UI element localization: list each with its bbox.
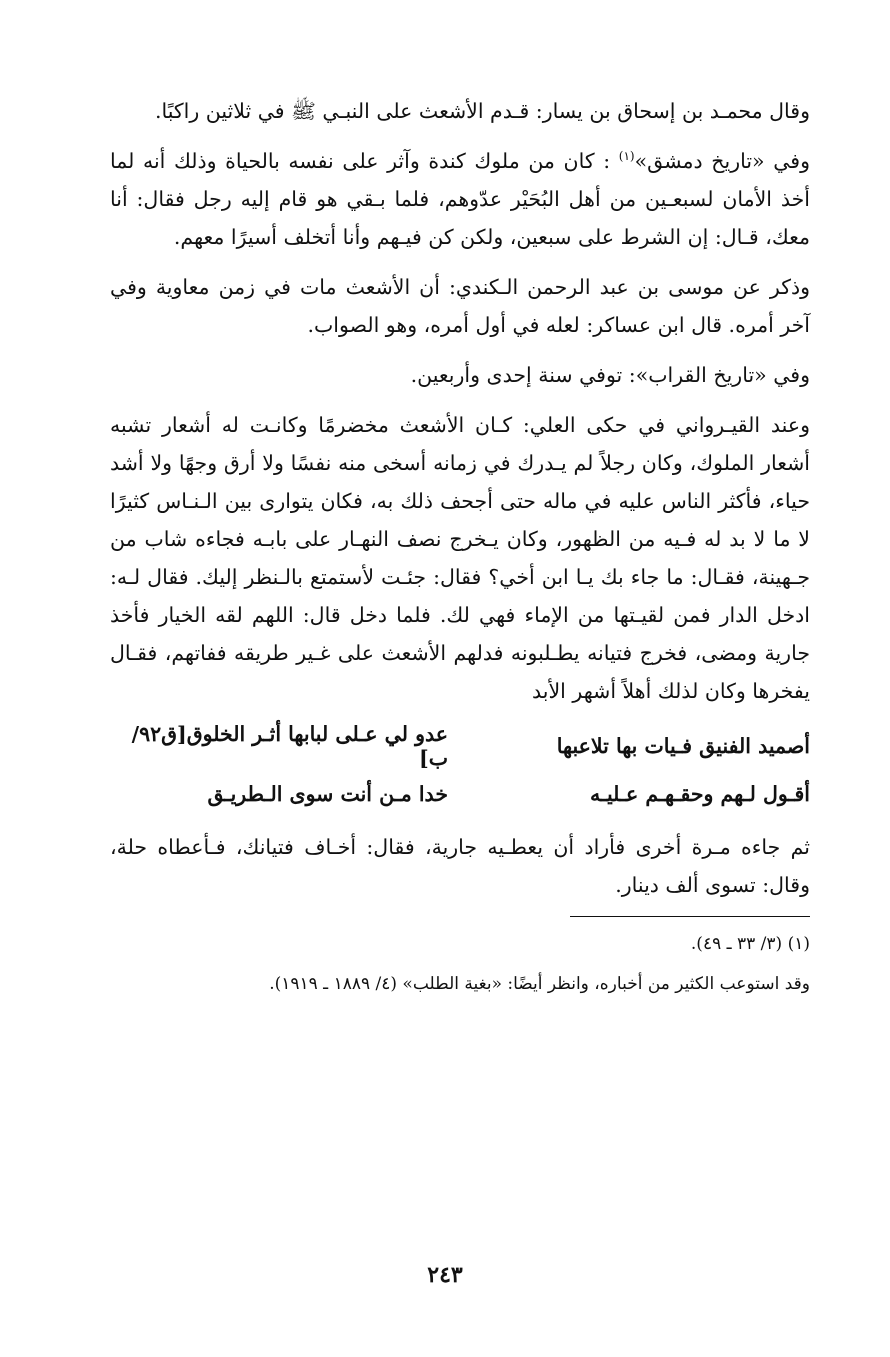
footnote-2: وقد استوعب الكثير من أخباره، وانظر أيضًا: «بغية الطلب» (٤/ ١٨٨٩ ـ ١٩١٩).	[269, 974, 810, 994]
paragraph-1: وقال محمـد بن إسحاق بن يسار: قـدم الأشعث على النبـي ﷺ في ثلاثين راكبًا.	[154, 99, 810, 123]
poem-verse-2	[110, 770, 810, 818]
paragraph-3: وذكر عن موسى بن عبد الرحمن الـكندي: أن الأشعث مات في زمن معاوية وفي آخر أمره. قال ابن عساكر: لعله في أول أمره، وهو الصواب.	[110, 275, 810, 337]
poem	[110, 722, 810, 818]
paragraph-2-rest: : كان من ملوك كندة وآثر على نفسه بالحياة وذلك أنه لما أخذ الأمان لسبعـين من أهل البُحَيْر عدّوهم، فلما بـقي هو قام إليه رجل فقال: أنا معك، قـال: إن الشرط على سبعين، ولكن كن فيـهم وأنا أتخلف أسيرًا معهم.	[110, 149, 810, 249]
verse-1-first-hemistich: أصميد الفنيق فـيات بها تلاعبها	[556, 734, 810, 758]
verse-2-second-hemistich: خدا مـن أنت سوى الـطريـق	[207, 782, 448, 806]
page-number: ٢٤٣	[427, 1262, 463, 1288]
verse-2-first-hemistich: أقـول لـهم وحقـهـم عـليـه	[590, 782, 810, 806]
paragraph-2-intro: وفي «تاريخ دمشق»	[634, 149, 811, 173]
paragraph-4: وفي «تاريخ القراب»: توفي سنة إحدى وأربعين.	[410, 363, 810, 387]
paragraph-2	[110, 142, 810, 256]
paragraph-after-poem: ثم جاءه مـرة أخرى فأراد أن يعطـيه جارية، فقال: أخـاف فتيانك، فـأعطاه حلة، وقال: تسوى ألف دينار.	[110, 835, 810, 897]
paragraph-5: وعند القيـرواني في حكى العلي: كـان الأشعث مخضرمًا وكانـت له أشعار تشبه أشعار الملوك، وكان رجلاً لم يـدرك في زمانه أسخى منه نفسًا ولا أرق وجهًا ولا أشد حياء، فأكثر الناس عليه في ماله حتى أجحف ذلك به، فكان يتوارى بين الـنـاس كثيرًا لا ما لا بد له فـيه من الظهور، وكان يـخرج نصف النهـار على بابـه فجاءه شاب من جـهينة، فقـال: ما جاء بك يـا ابن أخي؟ فقال: جئـت لأستمتع بالـنظر إليك. فقال لـه: ادخل الدار فمن لقيـتها من الإماء فهي لك. فلما دخل قال: اللهم لقه الخيار فأخذ جارية ومضى، فخرج فتيانه يطـلبونه فدلهم الأشعث على غـير طريقه ففاتهم، فقـال يفخرها وكان لذلك أهلاً أشهر الأبد	[110, 413, 810, 703]
page-body	[110, 92, 810, 1007]
verse-1-second-hemistich: عدو لي عـلى لبابها أثـر الخلوق[ق٩٢/ ب]	[131, 722, 448, 770]
poem-verse-1	[110, 722, 810, 770]
footnote-marker[interactable]: (١)	[618, 149, 635, 164]
footnote-1: (١) (٣/ ٣٣ ـ ٤٩).	[690, 934, 810, 954]
footnote-separator	[570, 916, 810, 917]
